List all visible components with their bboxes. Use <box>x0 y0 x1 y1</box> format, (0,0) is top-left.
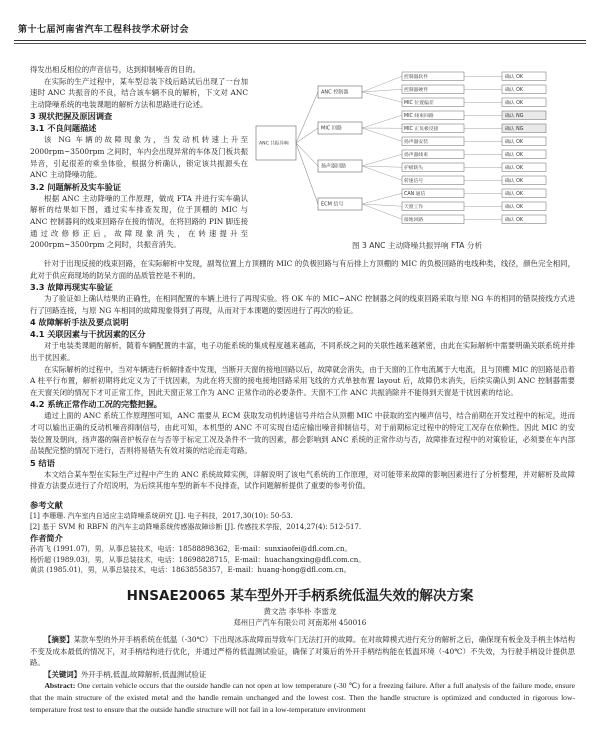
running-header: 第十七届河南省汽车工程科技学术研讨会 <box>18 25 190 35</box>
paragraph: 该 NG 车辆的故障现象为，当发动机转速上升至2000rpm~3500rpm 之间时，车内会出现异常的车体及门板共振异音，引起很差的乘坐体验，根据分析确认，锁定该共振源头在 ANC 主动降噪功能。 <box>30 135 248 180</box>
fta-result-label: 确认 OK <box>505 178 524 184</box>
fta-result-label: 确认 OK <box>505 217 524 223</box>
paragraph: 根据 ANC 主动降噪的工作原理，做成 FTA 并进行实车确认解析的结果如下图，通过实车排查发现，位于顶棚的 MIC 与 ANC 控制器间的线束回路存在接的情况，在将回路的 PIN 脚连接通过改修修正后，故障现象消失，在转速提升至 2000rpm~3500rpm 之间时，共振音消失。 <box>30 193 248 250</box>
fta-diagram <box>252 64 582 234</box>
fta-connector <box>362 193 402 204</box>
fta-level2-label: 控制器硬件 <box>404 87 428 93</box>
fta-connector <box>362 115 402 128</box>
fta-result-label: 确认 OK <box>505 139 524 145</box>
fta-level2-label: MIC 位置偏差 <box>404 100 434 106</box>
fta-result-label: 确认 OK <box>505 87 524 93</box>
fta-level2-label: 扬声器线束 <box>404 152 428 158</box>
subsection-heading: 4.2 系统正常作动工况的完整把握。 <box>30 399 162 410</box>
fta-level2-label: MIC 线束回路 <box>404 113 434 119</box>
left-column <box>30 64 248 251</box>
paragraph: 为了验证如上确认结果的正确性，在相同配置的车辆上进行了再现实验。将 OK 车的 MIC~ANC 控制器之间的线束回路采取与原 NG 车的相同的错误接线方式进行了回路连接，与原 NG 车相同的故障现象得到了再现，从而对于本课题的要因进行了再次的验证。 <box>30 294 575 315</box>
fta-level2-label: 护板缺失 <box>404 165 424 171</box>
fta-connector <box>362 166 402 180</box>
keywords-label: 【关键词】 <box>44 669 82 679</box>
subsection-heading: 3.3 故障再现实车验证 <box>30 282 113 293</box>
fta-result-label: 确认 OK <box>505 74 524 80</box>
reference-item: [1] 李珊珊. 汽车室内自适应主动降噪系统研究 [J]. 电子科技，2017,30(10): 50-53. <box>30 512 293 520</box>
figure-caption: 图 3 ANC 主动降噪共振异响 FTA 分析 <box>352 241 483 250</box>
paragraph: 得发出相反相位的声音信号，达到抑制噪音的目的。 <box>30 65 200 74</box>
section-heading: 4 故障解析手法及要点说明 <box>30 317 129 328</box>
keywords-text: 外开手柄,低温,故障解析,低温测试验证 <box>81 669 207 679</box>
paragraph: 在实际的生产过程中，某车型总装下线后路试后出现了一台加速时 ANC 共振音的不良，结合该车辆不良的解析，下文对 ANC 主动降噪系统的电装课题的解析方法和思路进行论述。 <box>30 76 248 109</box>
fta-connector <box>362 166 402 167</box>
references-heading: 参考文献 <box>30 500 63 510</box>
fta-connector <box>362 128 402 141</box>
fta-level1-label: ECM 信号 <box>321 201 344 208</box>
fta-result-label: 确认 NG <box>505 113 524 119</box>
abstract-en <box>30 680 575 715</box>
full-width-body <box>30 258 575 492</box>
fta-level2-label: 天窗工作 <box>404 204 424 210</box>
fta-level2-label: MIC 正负极反接 <box>404 126 439 132</box>
abstract-en-text: One certain vehicle occurs that the outside handle can not open at low temperature (-30 ℃) for a freezing failure. After a full analysis of the failure mode, ensure that the main structure of the existed metal and the handle remain unchanged and the lowest cost. Then the handle structure is optimized and conducted in rigorous low-temperature frost test to ensure that the outside handle structure will not fail in a low-temperature environment <box>30 681 575 714</box>
fta-connector <box>362 154 402 166</box>
paper-authors: 黄文浩 李华朴 李雷龙 <box>263 607 337 616</box>
fta-connector <box>296 143 318 204</box>
paragraph: 在实际解析的过程中，当对车辆进行析解排查中发现，当断开天窗的接地回路以后，故障就会消失，由于天窗的工作电流属于大电流，且与顶棚 MIC 的回路是沿着 A 柱平行布置，解析初期将此定义为了干扰因素，为此在将天窗的接电接地回路采用飞线的方式单独布置 layout 后，故障仍未消失，后续实确认到 ANC 控制器需要在天窗关闭的情况下才可正常工作，因此天窗正常工作为 ANC 正常作动的必要条件。天窗不工作 ANC 共振消除并不能得到天窗是干扰因素的结论。 <box>30 364 575 397</box>
abstract-cn <box>30 634 575 669</box>
fta-result-label: 确认 OK <box>505 152 524 158</box>
author-item: 孙宵飞 (1991.07)，男，从事总装技术，电话：18588898362，E-mail：sunxiaofei@dfl.com.cn。 <box>30 545 352 554</box>
author-item: 黄洪 (1985.01)，男，从事总装技术，电话：18638558357，E-mail：huang-hong@dfl.com.cn。 <box>30 566 351 575</box>
abstract-en-label: Abstract: <box>44 681 76 691</box>
header-rule-thin <box>14 43 586 44</box>
fta-level2-label: CAN 通信 <box>404 191 426 197</box>
fta-connector <box>362 92 402 102</box>
fta-level2-label: 转速信号 <box>404 178 424 184</box>
keywords-line <box>30 669 575 681</box>
fta-level2-label: 接地回路 <box>404 217 424 223</box>
section-heading: 3 现状把握及原因调查 <box>30 111 113 122</box>
abstract-block <box>30 634 575 715</box>
fta-result-label: 确认 OK <box>505 165 524 171</box>
fta-connector <box>362 204 402 206</box>
fta-result-label: 确认 NG <box>505 126 524 132</box>
header-rule <box>14 40 586 41</box>
fta-level1-label: 扬声器回路 <box>321 163 347 170</box>
fta-result-label: 确认 OK <box>505 100 524 106</box>
author-item: 杨忻超 (1989.03)，男，从事总装技术，电话：18698828715，E-mail：huachangxing@dfl.com.cn。 <box>30 555 366 564</box>
paper-affiliation: 郑州日产汽车有限公司 河南郑州 450016 <box>233 618 367 627</box>
authors-heading: 作者简介 <box>30 533 63 544</box>
subsection-heading: 3.2 问题解析及实车验证 <box>30 181 122 192</box>
reference-item: [2] 基于 SVM 和 RBFN 的汽车主动降噪系统传感器故障诊断 [J]. 传感技术学报，2014,27(4): 512-517. <box>30 522 362 531</box>
paragraph: 本文结合某车型在实际生产过程中产生的 ANC 系统故障实例，详解说明了该电气系统的工作原理，对可能带来故障的影响因素进行了分析整理，并对解析及故障排查方法要点进行了介绍说明，为后续其他车型的新车不良排查，试作问题解析提供了重要的参考价值。 <box>30 469 575 491</box>
fta-result-label: 确认 OK <box>505 204 524 210</box>
subsection-heading: 4.1 关联因素与干扰因素的区分 <box>30 329 146 340</box>
abstract-label: 【摘要】 <box>44 635 74 644</box>
paragraph: 对于电装类课题的解析，随着车辆配置的丰富，电子功能系统的集成程度越来越高，不同系统之间的关联性越来越紧密，由此在实际解析中需要明确关联系统并排出干扰因素。 <box>30 341 575 362</box>
fta-level2-label: 控制器软件 <box>404 74 428 80</box>
fta-root-label: ANC 共振异响 <box>259 141 289 147</box>
paragraph: 针对于出现反接的线束回路，在实际解析中发现，副驾位置上方顶棚的 MIC 的负极回路与有后排上方顶棚的 MIC 的负极回路的电线种类，线径，颜色完全相同，此对于供应商现场的防呆方面的品质管控是不利的。 <box>30 259 575 280</box>
paragraph: 通过上面的 ANC 系统工作原理图可知，ANC 需要从 ECM 获取发动机转速信号并结合从顶棚 MIC 中获取的室内噪声信号，结合前期在开发过程中的标定，进而才可以输出正确的反动机噪音抑制信号，由此可知，本机型的 ANC 不可实现自适应输出噪音抑制信号，对于前期标定过程中的特定工况存在依赖性。因此 MIC 的安装位置及朝向，扬声器的隔音护板存在与否等于标定工况及条件不一致的因素，都会影响到 ANC 系统的正常作动与否，故障排查过程中的对策验证，必须要在车内部品装配完整的情况下进行，否则将易错失有效对策的结论而走弯路。 <box>30 411 575 456</box>
fta-level2-label: 扬声器安装 <box>404 139 428 145</box>
paper-title: HNSAE20065 某车型外开手柄系统低温失效的解决方案 <box>126 588 474 604</box>
subsection-heading: 3.1 不良问题描述 <box>30 123 97 134</box>
fta-figure <box>252 64 582 252</box>
fta-result-label: 确认 OK <box>505 191 524 197</box>
fta-level1-label: MIC 回路 <box>321 125 342 132</box>
section-heading: 5 结语 <box>30 457 55 468</box>
abstract-text: 某款车型的外开手柄系统在低温（-30℃）下出现冰冻故障而导致车门无法打开的故障。在对故障模式进行充分的解析之后，确保现有板金及手柄主体结构不变及成本最低的情况下，对手柄结构进行优化，并通过严格的低温测试验证，确保了对策后的外开手柄结构能在低温环境（-40℃）不失效，为行驶手柄设计提供思路。 <box>30 635 575 668</box>
references <box>30 499 575 576</box>
fta-level1-label: ANC 控制器 <box>321 89 349 96</box>
fta-connector <box>296 143 318 166</box>
fta-connector <box>362 204 402 219</box>
